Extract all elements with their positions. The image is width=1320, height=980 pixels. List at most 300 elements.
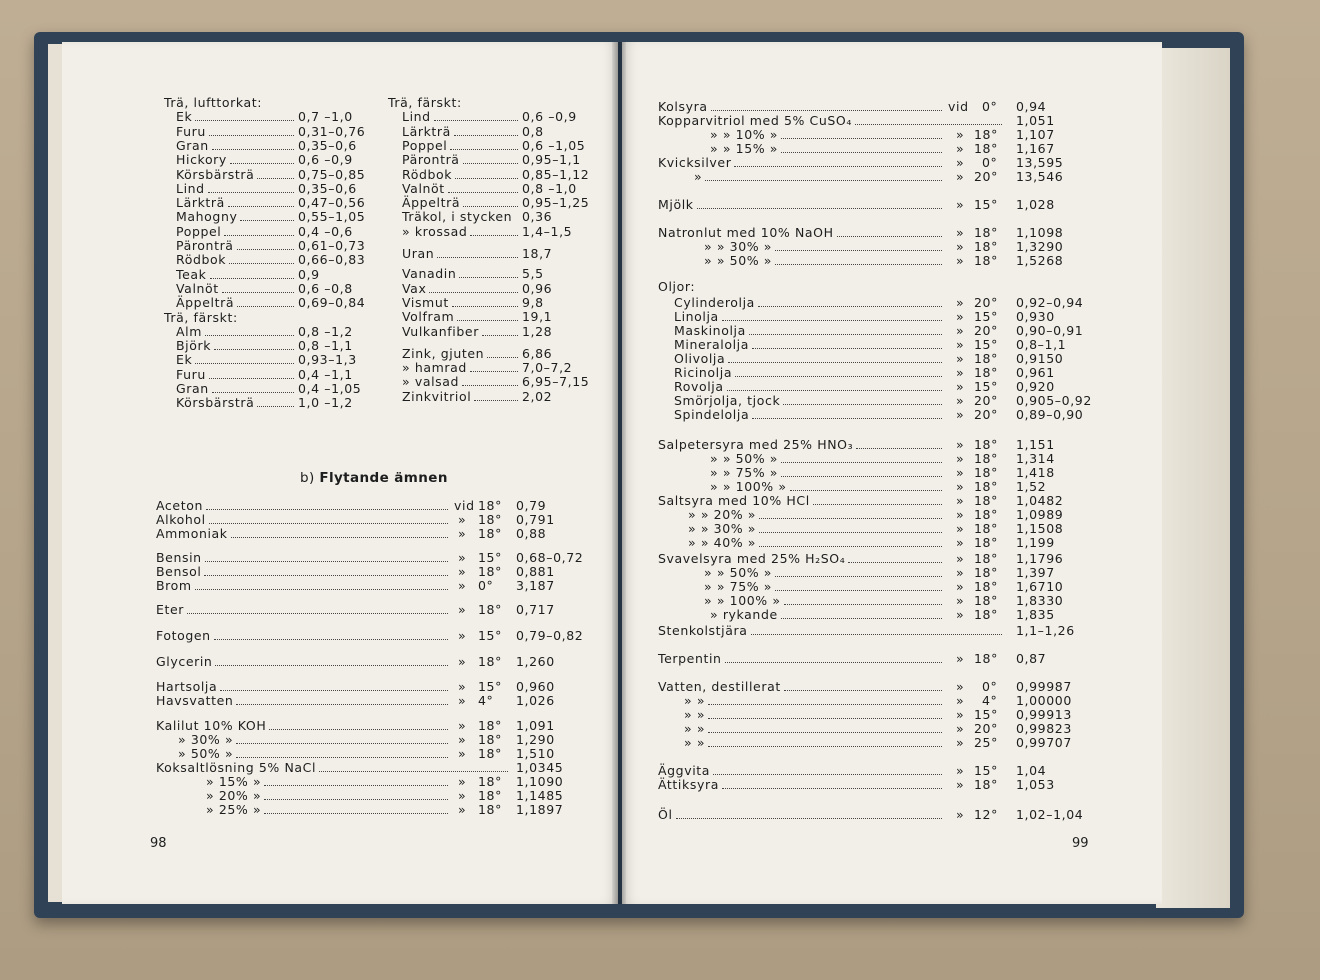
- material-name: Träkol, i stycken: [402, 209, 513, 225]
- vid-marker: vid: [948, 99, 969, 114]
- section-label: b): [300, 470, 320, 486]
- density-value: 1,52: [1016, 479, 1047, 494]
- material-name: Teak: [176, 266, 207, 282]
- density-value: 0,36: [522, 209, 553, 225]
- dot-leader: [722, 788, 942, 789]
- density-value: 1,4–1,5: [522, 223, 573, 239]
- vid-marker: »: [956, 493, 965, 508]
- material-name: Valnöt: [176, 280, 219, 296]
- dot-leader: [195, 363, 294, 364]
- section-title: Flytande ämnen: [319, 470, 448, 486]
- dot-leader: [212, 149, 294, 150]
- dot-leader: [236, 743, 448, 744]
- dot-leader: [752, 418, 942, 419]
- temperature: 18°: [974, 607, 998, 622]
- temperature: 15°: [974, 707, 998, 722]
- density-value: 0,47–0,56: [298, 195, 366, 211]
- vid-marker: »: [956, 337, 965, 352]
- temperature: 20°: [974, 169, 998, 184]
- liquid-name: Havsvatten: [156, 693, 234, 708]
- dot-leader: [437, 257, 518, 258]
- material-name: Volfram: [402, 309, 455, 325]
- material-name: Lind: [176, 180, 205, 196]
- temperature: 18°: [478, 498, 502, 513]
- dot-leader: [728, 362, 942, 363]
- density-value: 18,7: [522, 246, 553, 261]
- vid-marker: »: [956, 679, 965, 694]
- temperature: 18°: [974, 535, 998, 550]
- dot-leader: [775, 590, 942, 591]
- density-value: 7,0–7,2: [522, 360, 573, 376]
- dot-leader: [856, 448, 942, 449]
- dot-leader: [752, 348, 942, 349]
- dot-leader: [210, 278, 294, 279]
- liquid-name: Mineralolja: [674, 337, 749, 352]
- dot-leader: [195, 589, 448, 590]
- dot-leader: [195, 120, 294, 121]
- density-value: 0,6 –0,8: [298, 280, 353, 296]
- dot-leader: [209, 523, 448, 524]
- density-value: 0,8 –1,2: [298, 323, 353, 339]
- liquid-name: Äggvita: [658, 763, 711, 778]
- material-name: Zinkvitriol: [402, 388, 472, 404]
- liquid-name: » » 100% »: [704, 593, 781, 608]
- dot-leader: [450, 149, 518, 150]
- temperature: 18°: [478, 732, 502, 747]
- dot-leader: [725, 662, 942, 663]
- temperature: 18°: [974, 479, 998, 494]
- vid-marker: »: [956, 707, 965, 722]
- density-value: 13,546: [1016, 169, 1064, 184]
- vid-marker: »: [956, 323, 965, 338]
- density-value: 0,881: [516, 564, 555, 579]
- vid-marker: »: [458, 679, 467, 694]
- vid-marker: »: [956, 565, 965, 580]
- density-value: 0,31–0,76: [298, 123, 366, 139]
- dot-leader: [205, 561, 448, 562]
- vid-marker: »: [956, 407, 965, 422]
- density-value: 0,61–0,73: [298, 238, 366, 253]
- temperature: 18°: [974, 437, 998, 452]
- section-heading: [300, 470, 448, 486]
- dot-leader: [205, 335, 294, 336]
- dot-leader: [790, 490, 942, 491]
- right-page: [622, 42, 1162, 904]
- material-name: Vulkanfiber: [402, 323, 479, 339]
- dot-leader: [781, 476, 942, 477]
- dot-leader: [230, 163, 294, 164]
- dot-leader: [204, 575, 448, 576]
- material-name: Mahogny: [176, 209, 238, 225]
- temperature: 18°: [974, 651, 998, 666]
- liquid-name: » »: [684, 707, 706, 722]
- density-value: 1,835: [1016, 607, 1055, 622]
- density-value: 1,0345: [516, 760, 564, 775]
- density-value: 0,35–0,6: [298, 137, 357, 153]
- dot-leader: [759, 532, 942, 533]
- density-value: 0,66–0,83: [298, 252, 366, 268]
- vid-marker: »: [956, 253, 965, 268]
- liquid-name: Brom: [156, 578, 192, 593]
- density-value: 0,75–0,85: [298, 166, 366, 182]
- vid-marker: »: [956, 379, 965, 394]
- vid-marker: »: [956, 507, 965, 522]
- density-value: 2,02: [522, 388, 553, 404]
- material-name: Äppelträ: [402, 195, 461, 211]
- vid-marker: »: [458, 628, 467, 643]
- dot-leader: [727, 390, 942, 391]
- dot-leader: [214, 349, 294, 350]
- material-name: » hamrad: [402, 360, 467, 376]
- density-value: 1,1–1,26: [1016, 623, 1075, 638]
- density-value: 0,68–0,72: [516, 550, 584, 565]
- temperature: 18°: [974, 465, 998, 480]
- vid-marker: »: [956, 351, 965, 366]
- temperature: 15°: [974, 763, 998, 778]
- density-value: 5,5: [522, 266, 544, 282]
- density-value: 0,89–0,90: [1016, 407, 1084, 422]
- material-name: » krossad: [402, 223, 468, 239]
- dot-leader: [462, 385, 518, 386]
- density-value: 1,167: [1016, 141, 1055, 156]
- dot-leader: [455, 178, 518, 179]
- material-name: Uran: [402, 246, 435, 261]
- density-value: 0,905–0,92: [1016, 393, 1092, 408]
- temperature: 0°: [982, 99, 998, 114]
- dot-leader: [463, 163, 518, 164]
- vid-marker: »: [458, 802, 467, 817]
- liquid-name: » »: [684, 693, 706, 708]
- dot-leader: [454, 135, 518, 136]
- density-value: 3,187: [516, 578, 555, 593]
- dot-leader: [257, 178, 294, 179]
- density-value: 1,418: [1016, 465, 1055, 480]
- dot-leader: [231, 537, 448, 538]
- vid-marker: »: [956, 593, 965, 608]
- dot-leader: [452, 306, 518, 307]
- density-value: 0,4 –1,05: [298, 381, 362, 396]
- dot-leader: [470, 371, 518, 372]
- liquid-name: Kolsyra: [658, 99, 708, 114]
- material-name: Björk: [176, 338, 212, 354]
- density-value: 0,8–1,1: [1016, 337, 1067, 352]
- dot-leader: [222, 292, 294, 293]
- material-name: Lind: [402, 109, 431, 125]
- material-name: Alm: [176, 323, 203, 339]
- density-value: 0,93–1,3: [298, 352, 357, 368]
- dot-leader: [214, 639, 448, 640]
- dot-leader: [676, 818, 942, 819]
- density-value: 0,69–0,84: [298, 295, 366, 311]
- material-name: Äppelträ: [176, 295, 235, 311]
- liquid-name: » » 50% »: [704, 253, 773, 268]
- temperature: 18°: [478, 512, 502, 527]
- density-value: 1,314: [1016, 451, 1055, 466]
- density-value: 0,94: [1016, 99, 1047, 114]
- density-value: 0,99823: [1016, 721, 1072, 736]
- temperature: 18°: [974, 365, 998, 380]
- dot-leader: [187, 613, 448, 614]
- vid-marker: »: [956, 521, 965, 536]
- temperature: 4°: [982, 693, 998, 708]
- vid-marker: »: [956, 451, 965, 466]
- dot-leader: [781, 152, 942, 153]
- density-value: 0,99707: [1016, 735, 1072, 750]
- temperature: 18°: [974, 351, 998, 366]
- dot-leader: [257, 406, 294, 407]
- liquid-name: » »: [684, 721, 706, 736]
- density-value: 0,96: [522, 280, 553, 296]
- material-name: Körsbärsträ: [176, 395, 255, 411]
- section-header: Oljor:: [658, 279, 696, 294]
- material-name: Päronträ: [176, 238, 234, 253]
- vid-marker: »: [956, 197, 965, 212]
- density-value: 1,1090: [516, 774, 564, 789]
- density-value: 0,95–1,25: [522, 195, 590, 211]
- temperature: 18°: [974, 777, 998, 792]
- temperature: 20°: [974, 407, 998, 422]
- vid-marker: »: [956, 127, 965, 142]
- temperature: 15°: [478, 628, 502, 643]
- density-value: 1,8330: [1016, 593, 1064, 608]
- liquid-name: Salpetersyra med 25% HNO₃: [658, 437, 854, 452]
- vid-marker: »: [956, 651, 965, 666]
- material-name: Poppel: [402, 137, 448, 153]
- liquid-name: » » 100% »: [710, 479, 787, 494]
- density-value: 1,1796: [1016, 551, 1064, 566]
- book-gutter: [612, 42, 626, 904]
- temperature: 20°: [974, 721, 998, 736]
- density-value: 9,8: [522, 294, 544, 310]
- dot-leader: [482, 335, 518, 336]
- vid-marker: »: [956, 295, 965, 310]
- density-value: 0,4 –0,6: [298, 223, 353, 239]
- dot-leader: [708, 732, 942, 733]
- liquid-name: » » 40% »: [688, 535, 757, 550]
- dot-leader: [236, 757, 448, 758]
- dot-leader: [240, 220, 294, 221]
- dot-leader: [784, 690, 942, 691]
- liquid-name: Ättiksyra: [658, 777, 719, 792]
- liquid-name: » 20% »: [206, 788, 262, 803]
- vid-marker: »: [458, 718, 467, 733]
- density-value: 1,6710: [1016, 579, 1064, 594]
- temperature: 18°: [974, 239, 998, 254]
- vid-marker: »: [956, 693, 965, 708]
- density-value: 0,99913: [1016, 707, 1072, 722]
- density-value: 1,397: [1016, 565, 1055, 580]
- vid-marker: »: [956, 393, 965, 408]
- density-value: 19,1: [522, 309, 553, 325]
- dot-leader: [848, 562, 942, 563]
- temperature: 25°: [974, 735, 998, 750]
- dot-leader: [711, 110, 942, 111]
- vid-marker: »: [956, 807, 965, 822]
- temperature: 18°: [974, 451, 998, 466]
- material-name: Vismut: [402, 294, 449, 310]
- temperature: 20°: [974, 323, 998, 338]
- dot-leader: [236, 704, 448, 705]
- density-value: 1,051: [1016, 113, 1055, 128]
- temperature: 18°: [478, 788, 502, 803]
- density-value: 0,961: [1016, 365, 1055, 380]
- density-value: 1,199: [1016, 535, 1055, 550]
- density-value: 0,6 –0,9: [298, 152, 353, 168]
- liquid-name: » 15% »: [206, 774, 262, 789]
- dot-leader: [735, 376, 942, 377]
- density-value: 1,053: [1016, 777, 1055, 792]
- temperature: 18°: [478, 526, 502, 541]
- temperature: 0°: [478, 578, 494, 593]
- dot-leader: [212, 392, 294, 393]
- section-header: Trä, lufttorkat:: [164, 95, 263, 110]
- liquid-name: Bensin: [156, 550, 202, 565]
- temperature: 18°: [974, 127, 998, 142]
- dot-leader: [229, 263, 294, 264]
- vid-marker: »: [458, 578, 467, 593]
- vid-marker: »: [458, 746, 467, 761]
- temperature: 20°: [974, 393, 998, 408]
- material-name: Ek: [176, 352, 193, 368]
- section-header: Trä, färskt:: [388, 95, 462, 110]
- dot-leader: [781, 462, 942, 463]
- liquid-name: Rovolja: [674, 379, 724, 394]
- temperature: 15°: [974, 197, 998, 212]
- temperature: 15°: [478, 550, 502, 565]
- density-value: 0,717: [516, 602, 555, 617]
- density-value: 0,6 –1,05: [522, 137, 586, 153]
- density-value: 1,5268: [1016, 253, 1064, 268]
- liquid-name: Eter: [156, 602, 185, 617]
- vid-marker: »: [458, 564, 467, 579]
- liquid-name: »: [694, 169, 703, 184]
- vid-marker: »: [956, 721, 965, 736]
- density-value: 1,1098: [1016, 225, 1064, 240]
- density-value: 1,0482: [1016, 493, 1064, 508]
- temperature: 18°: [974, 579, 998, 594]
- liquid-name: » » 75% »: [710, 465, 779, 480]
- dot-leader: [708, 704, 942, 705]
- material-name: » valsad: [402, 374, 460, 390]
- density-value: 0,9150: [1016, 351, 1064, 366]
- vid-marker: »: [458, 512, 467, 527]
- density-value: 0,99987: [1016, 679, 1072, 694]
- liquid-name: Spindelolja: [674, 407, 750, 422]
- temperature: 18°: [974, 225, 998, 240]
- dot-leader: [448, 192, 518, 193]
- dot-leader: [783, 404, 942, 405]
- density-value: 1,0989: [1016, 507, 1064, 522]
- liquid-name: Stenkolstjära: [658, 623, 748, 638]
- density-value: 1,028: [1016, 197, 1055, 212]
- dot-leader: [713, 774, 942, 775]
- liquid-name: » » 10% »: [710, 127, 779, 142]
- material-name: Körsbärsträ: [176, 166, 255, 182]
- liquid-name: » » 30% »: [688, 521, 757, 536]
- density-value: 13,595: [1016, 155, 1064, 170]
- vid-marker: »: [458, 654, 467, 669]
- liquid-name: Koksaltlösning 5% NaCl: [156, 760, 317, 775]
- temperature: 15°: [974, 309, 998, 324]
- density-value: 0,4 –1,1: [298, 366, 353, 382]
- material-name: Hickory: [176, 152, 227, 168]
- liquid-name: Ricinolja: [674, 365, 733, 380]
- density-value: 1,510: [516, 746, 555, 761]
- dot-leader: [775, 250, 942, 251]
- density-value: 0,35–0,6: [298, 180, 357, 196]
- liquid-name: Alkohol: [156, 512, 206, 527]
- dot-leader: [759, 518, 942, 519]
- dot-leader: [722, 320, 942, 321]
- temperature: 12°: [974, 807, 998, 822]
- liquid-name: » 30% »: [178, 732, 234, 747]
- temperature: 4°: [478, 693, 494, 708]
- density-value: 0,55–1,05: [298, 209, 366, 225]
- liquid-name: Hartsolja: [156, 679, 218, 694]
- density-value: 1,1485: [516, 788, 564, 803]
- liquid-name: » » 50% »: [710, 451, 779, 466]
- dot-leader: [758, 306, 942, 307]
- density-value: 0,791: [516, 512, 555, 527]
- liquid-name: Saltsyra med 10% HCl: [658, 493, 810, 508]
- vid-marker: »: [956, 479, 965, 494]
- vid-marker: »: [458, 693, 467, 708]
- density-value: 1,1897: [516, 802, 564, 817]
- dot-leader: [474, 400, 518, 401]
- liquid-name: Linolja: [674, 309, 719, 324]
- density-value: 0,95–1,1: [522, 152, 581, 168]
- liquid-name: » »: [684, 735, 706, 750]
- dot-leader: [759, 546, 942, 547]
- liquid-name: Cylinderolja: [674, 295, 755, 310]
- density-value: 1,107: [1016, 127, 1055, 142]
- material-name: Gran: [176, 137, 209, 153]
- dot-leader: [208, 192, 294, 193]
- dot-leader: [734, 166, 942, 167]
- dot-leader: [457, 320, 518, 321]
- density-value: 0,8 –1,1: [298, 338, 353, 354]
- vid-marker: »: [458, 774, 467, 789]
- temperature: 18°: [974, 253, 998, 268]
- vid-marker: »: [458, 602, 467, 617]
- dot-leader: [708, 746, 942, 747]
- density-value: 1,3290: [1016, 239, 1064, 254]
- material-name: Zink, gjuten: [402, 345, 485, 361]
- liquid-name: » 25% »: [206, 802, 262, 817]
- density-value: 0,8: [522, 123, 544, 139]
- dot-leader: [749, 334, 942, 335]
- liquid-name: Maskinolja: [674, 323, 746, 338]
- density-value: 1,091: [516, 718, 555, 733]
- liquid-name: » » 30% »: [704, 239, 773, 254]
- density-value: 0,90–0,91: [1016, 323, 1084, 338]
- vid-marker: »: [458, 788, 467, 803]
- temperature: 0°: [982, 679, 998, 694]
- temperature: 18°: [974, 493, 998, 508]
- dot-leader: [855, 124, 1002, 125]
- vid-marker: »: [956, 437, 965, 452]
- dot-leader: [209, 135, 294, 136]
- temperature: 18°: [478, 602, 502, 617]
- density-value: 0,8 –1,0: [522, 180, 577, 196]
- dot-leader: [220, 690, 448, 691]
- temperature: 15°: [974, 379, 998, 394]
- material-name: Valnöt: [402, 180, 445, 196]
- dot-leader: [429, 292, 518, 293]
- dot-leader: [781, 618, 942, 619]
- liquid-name: Glycerin: [156, 654, 213, 669]
- liquid-name: Kopparvitriol med 5% CuSO₄: [658, 113, 852, 128]
